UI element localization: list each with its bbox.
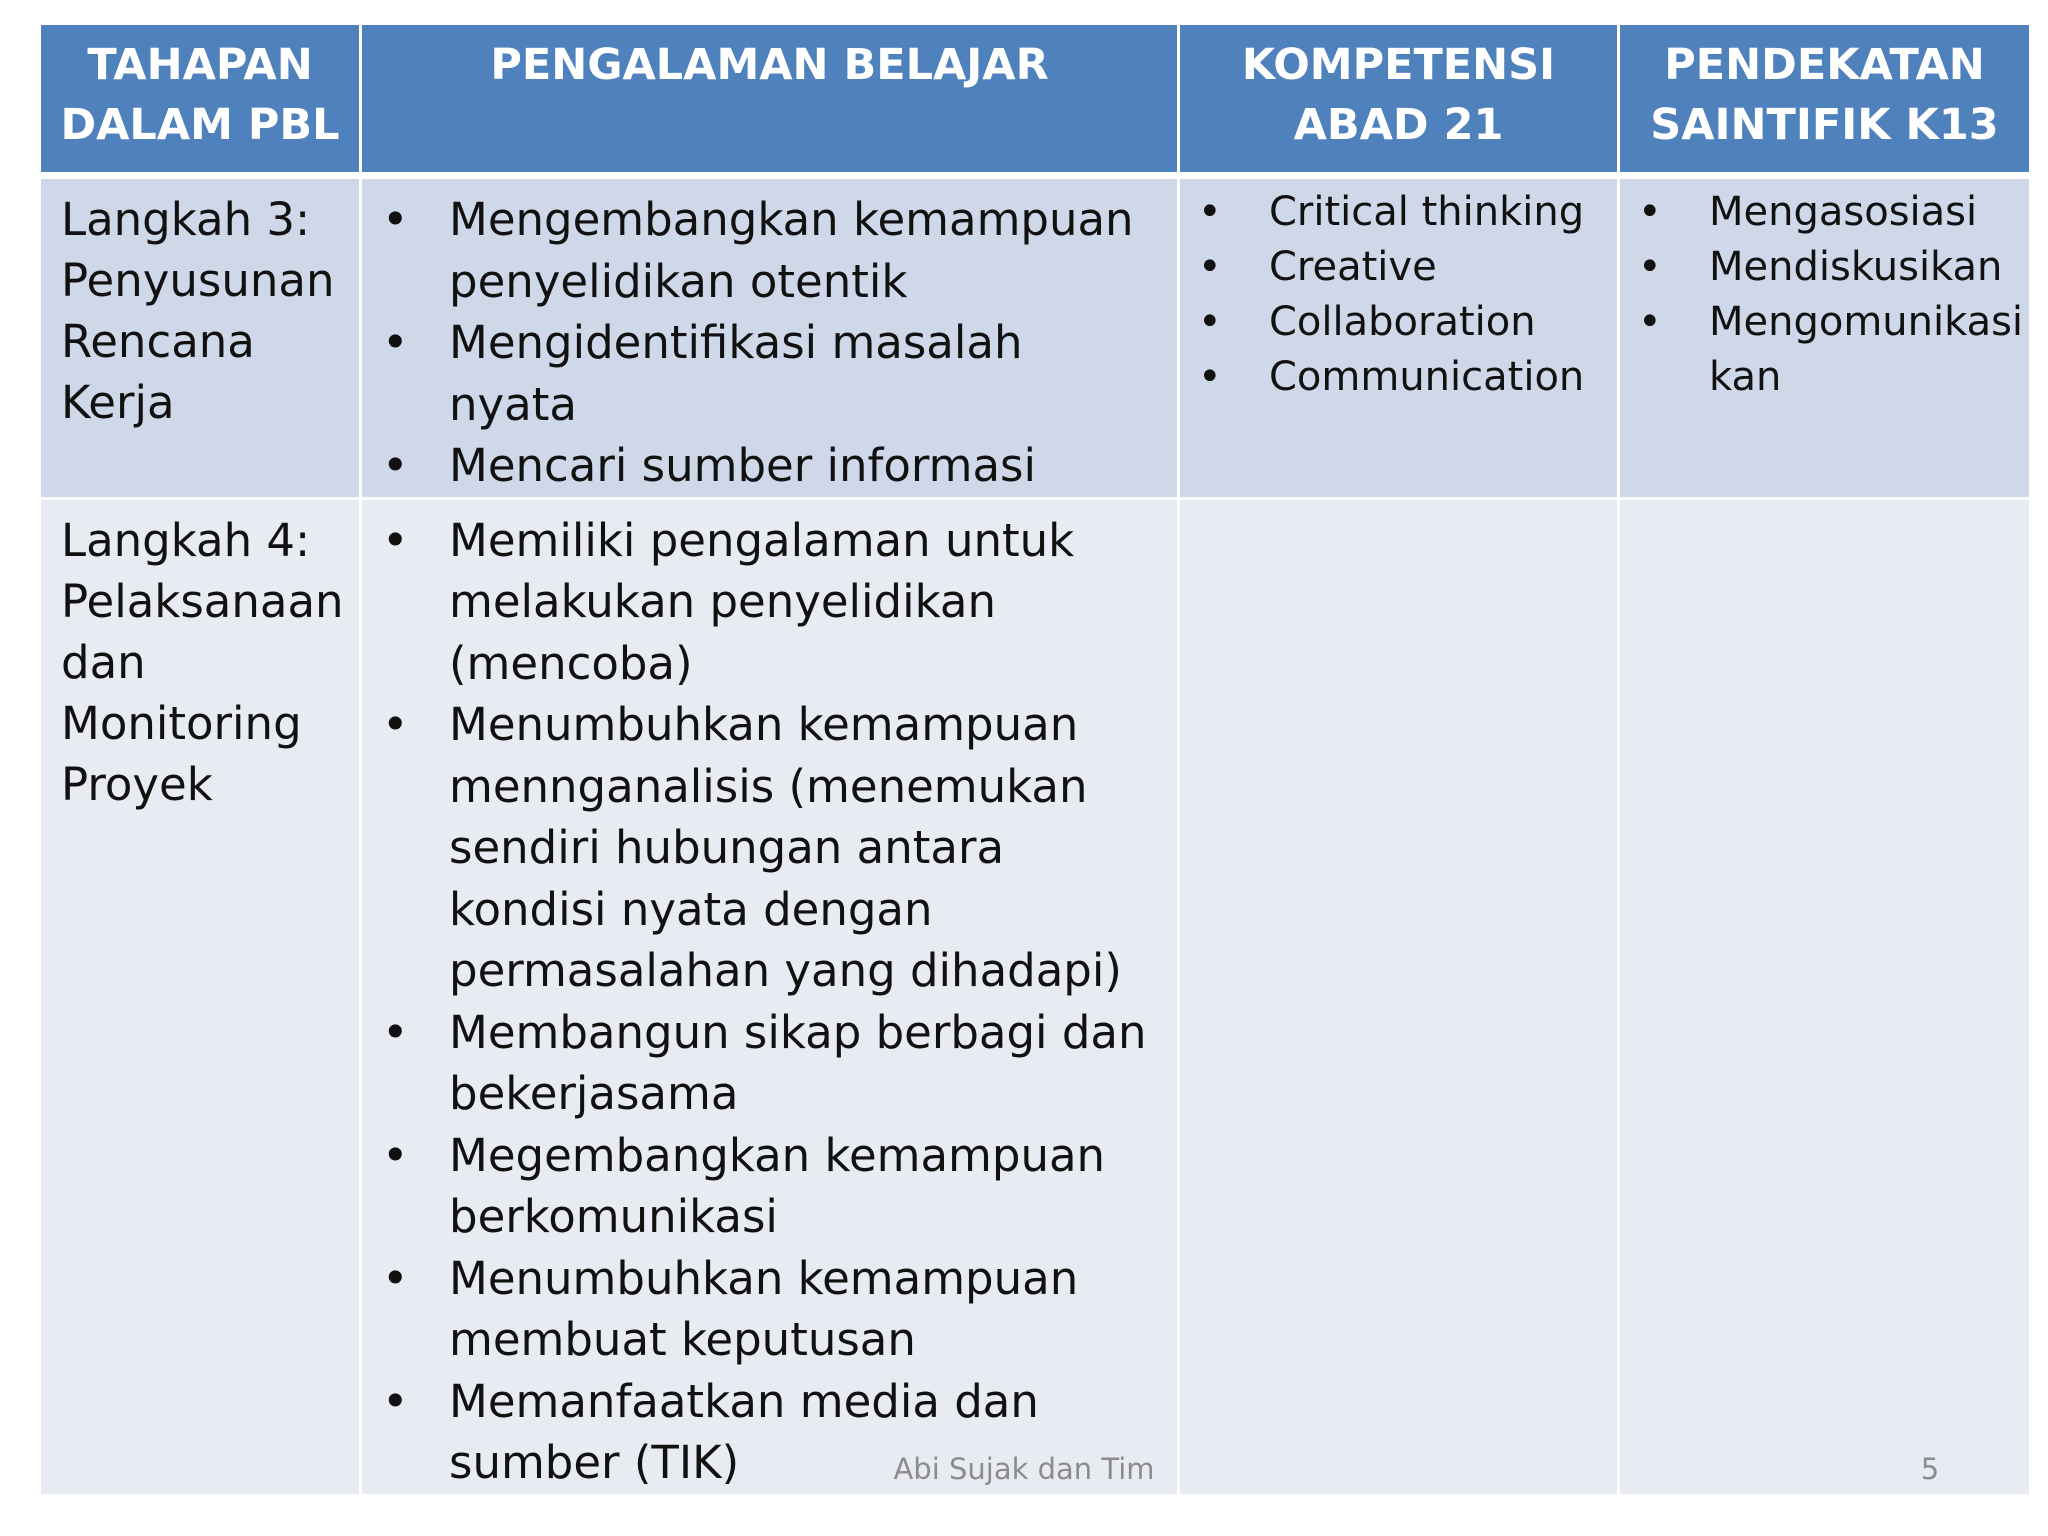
experience-cell-langkah-4 <box>362 500 1180 1494</box>
approach-list <box>1634 185 2024 405</box>
list-item: • Mencari sumber informasi <box>374 435 1157 497</box>
stage-line: Rencana <box>61 315 255 368</box>
header-pengalaman-text: PENGALAMAN BELAJAR <box>490 40 1049 90</box>
list-item: • Mengomunikasi kan <box>1634 295 2019 405</box>
footer-author: Abi Sujak dan Tim <box>893 1452 1155 1486</box>
pbl-stages-table <box>41 25 2029 1494</box>
header-pengalaman <box>362 25 1180 179</box>
table-row-langkah-4 <box>41 500 2029 1494</box>
stage-cell-langkah-3 <box>41 179 362 500</box>
stage-line: Pelaksanaan <box>61 574 344 628</box>
header-pendekatan <box>1620 25 2029 179</box>
header-kompetensi-text: KOMPETENSI ABAD 21 <box>1241 40 1556 150</box>
stage-line: Langkah 3: <box>61 193 311 246</box>
competency-cell-langkah-4 <box>1180 500 1620 1494</box>
competency-cell-langkah-3 <box>1180 179 1620 500</box>
list-item: • Mengembangkan kemampuan penyelidikan otentik <box>374 189 1157 312</box>
list-item: • Mengidentifikasi masalah nyata <box>374 312 1157 435</box>
header-tahapan <box>41 25 362 179</box>
header-kompetensi <box>1180 25 1620 179</box>
list-item: • Menumbuhkan kemampuan membuat keputusan <box>374 1248 1157 1371</box>
stage-line: Monitoring <box>61 696 302 750</box>
list-item: • Creative <box>1194 240 1607 295</box>
header-pendekatan-text: PENDEKATAN SAINTIFIK K13 <box>1650 40 1999 150</box>
stage-cell-langkah-4 <box>41 500 362 1494</box>
stage-line: dan <box>61 635 146 689</box>
table-header-row <box>41 25 2029 179</box>
experience-cell-langkah-3 <box>362 179 1180 500</box>
competency-list <box>1194 185 1607 405</box>
header-tahapan-text: TAHAPAN DALAM PBL <box>60 40 340 150</box>
list-item: • Collaboration <box>1194 295 1607 350</box>
list-item: • Membangun sikap berbagi dan bekerjasama <box>374 1002 1157 1125</box>
table-row-langkah-3 <box>41 179 2029 500</box>
list-item: • Megembangkan kemampuan berkomunikasi <box>374 1125 1157 1248</box>
stage-line: Kerja <box>61 376 175 429</box>
list-item: • Mengasosiasi <box>1634 185 2019 240</box>
list-item: • Memiliki pengalaman untuk melakukan penyelidikan (mencoba) <box>374 510 1157 695</box>
list-item: • Critical thinking <box>1194 185 1607 240</box>
list-item: • Menumbuhkan kemampuan mennganalisis (menemukan sendiri hubungan antara kondisi nyata dengan permasalahan yang dihadapi) <box>374 694 1157 1002</box>
list-item: • Memanfaatkan media dan sumber (TIK) <box>374 1371 1157 1494</box>
stage-line: Langkah 4: <box>61 513 311 567</box>
approach-cell-langkah-3 <box>1620 179 2029 500</box>
list-item: • Communication <box>1194 350 1607 405</box>
stage-line: Penyusunan <box>61 254 335 307</box>
stage-line: Proyek <box>61 757 213 811</box>
approach-cell-langkah-4 <box>1620 500 2029 1494</box>
list-item: • Mendiskusikan <box>1634 240 2019 295</box>
experience-list <box>374 189 1157 497</box>
experience-list <box>374 510 1157 1494</box>
page-number: 5 <box>1920 1452 1940 1486</box>
